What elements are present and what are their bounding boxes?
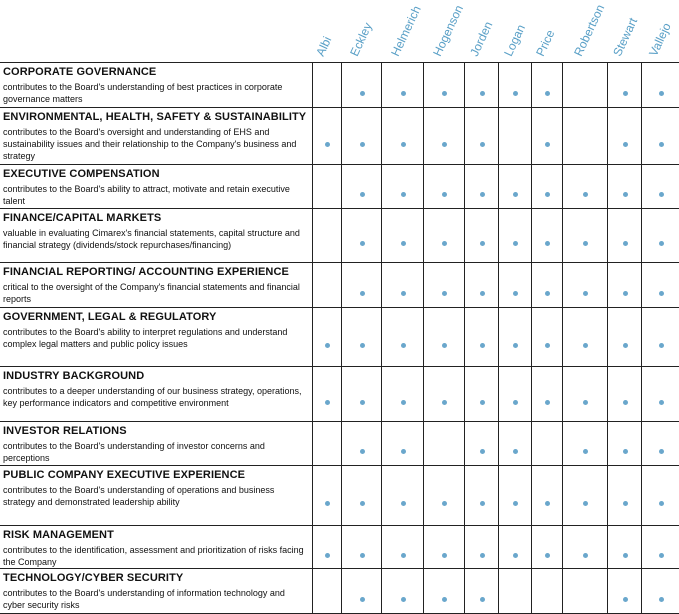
skill-dot-icon — [401, 501, 406, 506]
matrix-cell — [423, 367, 465, 421]
skill-title: PUBLIC COMPANY EXECUTIVE EXPERIENCE — [3, 469, 246, 481]
matrix-cell — [531, 165, 563, 208]
matrix-cell — [607, 263, 642, 307]
skill-dot-icon — [360, 597, 365, 602]
matrix-cell — [498, 569, 532, 613]
matrix-cell — [498, 63, 532, 107]
skill-dot-icon — [442, 142, 447, 147]
skill-dot-icon — [659, 241, 664, 246]
matrix-cell — [381, 263, 424, 307]
skill-title: FINANCE/CAPITAL MARKETS — [3, 212, 162, 224]
skill-description: contributes to the identification, assessment and prioritization of risks facing the Company — [3, 545, 304, 567]
matrix-cell — [312, 165, 342, 208]
matrix-cell — [562, 526, 608, 568]
skill-dot-icon — [401, 241, 406, 246]
skill-dot-icon — [442, 553, 447, 558]
matrix-cell — [341, 108, 382, 164]
matrix-cell — [381, 108, 424, 164]
skill-dot-icon — [442, 241, 447, 246]
matrix-cell — [464, 466, 499, 525]
director-name-price: Price — [532, 27, 557, 59]
matrix-cell — [607, 367, 642, 421]
matrix-cell — [341, 526, 382, 568]
skill-description: contributes to the Board's understanding of best practices in corporate governance matters — [3, 82, 283, 104]
skill-dot-icon — [480, 192, 485, 197]
skill-dot-icon — [325, 400, 330, 405]
skill-label — [3, 66, 308, 105]
skill-dot-icon — [659, 91, 664, 96]
matrix-cell — [607, 63, 642, 107]
matrix-cell — [312, 209, 342, 262]
skill-dot-icon — [480, 597, 485, 602]
skill-dot-icon — [545, 400, 550, 405]
matrix-cell — [381, 367, 424, 421]
matrix-cell — [312, 263, 342, 307]
matrix-cell — [531, 569, 563, 613]
skill-description: valuable in evaluating Cimarex's financial statements, capital structure and financial strategy (dividends/stock repurchases/financing) — [3, 228, 300, 250]
skill-label — [3, 212, 308, 251]
skill-label — [3, 266, 308, 305]
matrix-cell — [341, 209, 382, 262]
skill-dot-icon — [480, 241, 485, 246]
matrix-cell — [341, 367, 382, 421]
skill-dot-icon — [513, 553, 518, 558]
matrix-cell — [562, 108, 608, 164]
matrix-cell — [607, 108, 642, 164]
skill-description: contributes to a deeper understanding of our business strategy, operations, key performance indicators and competitive environment — [3, 386, 302, 408]
matrix-cell — [464, 526, 499, 568]
matrix-cell — [531, 367, 563, 421]
matrix-cell — [464, 308, 499, 366]
skill-row — [0, 262, 679, 307]
matrix-cell — [531, 108, 563, 164]
skill-dot-icon — [545, 192, 550, 197]
matrix-cell — [381, 308, 424, 366]
skill-row — [0, 366, 679, 421]
matrix-cell — [464, 209, 499, 262]
skill-dot-icon — [513, 343, 518, 348]
skill-dot-icon — [545, 241, 550, 246]
skill-dot-icon — [480, 501, 485, 506]
matrix-cell — [381, 569, 424, 613]
skill-dot-icon — [480, 449, 485, 454]
matrix-cell — [641, 108, 679, 164]
matrix-cell — [498, 165, 532, 208]
skill-dot-icon — [659, 291, 664, 296]
matrix-cell — [641, 165, 679, 208]
director-name-logan: Logan — [500, 22, 528, 59]
matrix-cell — [607, 466, 642, 525]
skill-dot-icon — [442, 192, 447, 197]
matrix-cell — [531, 263, 563, 307]
skill-dot-icon — [623, 553, 628, 558]
skill-dot-icon — [360, 400, 365, 405]
matrix-cell — [607, 569, 642, 613]
matrix-cell — [607, 308, 642, 366]
matrix-cell — [562, 466, 608, 525]
matrix-cell — [423, 466, 465, 525]
skill-dot-icon — [623, 192, 628, 197]
skill-description: contributes to the Board's understanding of operations and business strategy and demonstrated leadership ability — [3, 485, 275, 507]
skill-dot-icon — [623, 142, 628, 147]
skill-dot-icon — [401, 192, 406, 197]
matrix-cell — [498, 308, 532, 366]
skill-dot-icon — [442, 343, 447, 348]
matrix-cell — [312, 526, 342, 568]
skill-description: contributes to the Board's ability to attract, motivate and retain executive talent — [3, 184, 290, 206]
skill-title: GOVERNMENT, LEGAL & REGULATORY — [3, 311, 217, 323]
matrix-cell — [381, 63, 424, 107]
matrix-cell — [562, 422, 608, 465]
matrix-cell — [423, 165, 465, 208]
matrix-cell — [381, 526, 424, 568]
skill-dot-icon — [480, 142, 485, 147]
skill-dot-icon — [360, 449, 365, 454]
director-name-robertson: Robertson — [570, 2, 607, 59]
matrix-cell — [381, 165, 424, 208]
director-name-albi: Albi — [312, 34, 334, 59]
matrix-cell — [464, 108, 499, 164]
skill-dot-icon — [442, 91, 447, 96]
matrix-cell — [607, 165, 642, 208]
skill-row — [0, 107, 679, 164]
matrix-cell — [341, 308, 382, 366]
matrix-cell — [381, 422, 424, 465]
skill-title: CORPORATE GOVERNANCE — [3, 66, 157, 78]
skill-dot-icon — [360, 91, 365, 96]
skill-row — [0, 525, 679, 568]
skill-dot-icon — [513, 449, 518, 454]
director-name-hogenson: Hogenson — [429, 2, 466, 59]
skill-dot-icon — [623, 343, 628, 348]
matrix-cell — [531, 422, 563, 465]
director-header — [0, 0, 679, 62]
skill-title: ENVIRONMENTAL, HEALTH, SAFETY & SUSTAINABILITY — [3, 111, 307, 123]
skill-dot-icon — [545, 501, 550, 506]
matrix-cell — [312, 367, 342, 421]
matrix-cell — [423, 63, 465, 107]
skill-dot-icon — [401, 553, 406, 558]
skill-dot-icon — [325, 142, 330, 147]
skill-dot-icon — [623, 597, 628, 602]
matrix-cell — [641, 466, 679, 525]
matrix-cell — [423, 308, 465, 366]
matrix-cell — [341, 466, 382, 525]
skill-dot-icon — [623, 400, 628, 405]
skill-dot-icon — [583, 400, 588, 405]
matrix-cell — [641, 263, 679, 307]
matrix-cell — [464, 367, 499, 421]
matrix-cell — [312, 422, 342, 465]
skill-description: contributes to the Board's ability to interpret regulations and understand complex legal matters and public policy issues — [3, 327, 288, 349]
skill-dot-icon — [442, 400, 447, 405]
director-name-helmerich: Helmerich — [388, 3, 424, 59]
matrix-cell — [498, 263, 532, 307]
skill-dot-icon — [401, 400, 406, 405]
skill-dot-icon — [659, 553, 664, 558]
skill-row — [0, 307, 679, 366]
matrix-cell — [498, 526, 532, 568]
skill-dot-icon — [401, 449, 406, 454]
skill-dot-icon — [545, 553, 550, 558]
skill-dot-icon — [545, 91, 550, 96]
matrix-cell — [641, 569, 679, 613]
skill-dot-icon — [513, 501, 518, 506]
skill-dot-icon — [442, 501, 447, 506]
matrix-cell — [312, 308, 342, 366]
skill-dot-icon — [360, 553, 365, 558]
matrix-cell — [562, 165, 608, 208]
matrix-cell — [464, 63, 499, 107]
skill-title: RISK MANAGEMENT — [3, 529, 114, 541]
skill-description: contributes to the Board's oversight and understanding of EHS and sustainability issues and their relationship to the Company's business and strategy — [3, 127, 297, 161]
matrix-cell — [641, 367, 679, 421]
director-name-jorden: Jorden — [467, 19, 496, 59]
matrix-cell — [498, 466, 532, 525]
matrix-cell — [312, 466, 342, 525]
skill-dot-icon — [401, 291, 406, 296]
skill-dot-icon — [583, 449, 588, 454]
skill-description: contributes to the Board's understanding of information technology and cyber security risks — [3, 588, 285, 610]
skill-title: FINANCIAL REPORTING/ ACCOUNTING EXPERIENCE — [3, 266, 289, 278]
skill-dot-icon — [360, 142, 365, 147]
skill-row — [0, 62, 679, 107]
matrix-cell — [607, 209, 642, 262]
director-name-vallejo: Vallejo — [646, 20, 674, 59]
skill-dot-icon — [583, 241, 588, 246]
matrix-cell — [423, 108, 465, 164]
skill-row — [0, 465, 679, 525]
skill-dot-icon — [360, 343, 365, 348]
skill-title: TECHNOLOGY/CYBER SECURITY — [3, 572, 184, 584]
skill-dot-icon — [659, 192, 664, 197]
skill-label — [3, 529, 308, 568]
matrix-cell — [341, 569, 382, 613]
skill-dot-icon — [442, 597, 447, 602]
matrix-cell — [562, 63, 608, 107]
skill-dot-icon — [583, 343, 588, 348]
matrix-cell — [312, 108, 342, 164]
skill-dot-icon — [513, 241, 518, 246]
matrix-cell — [641, 526, 679, 568]
matrix-cell — [381, 466, 424, 525]
skill-dot-icon — [401, 597, 406, 602]
matrix-cell — [341, 165, 382, 208]
skill-label — [3, 311, 308, 350]
skill-dot-icon — [659, 142, 664, 147]
skill-dot-icon — [623, 449, 628, 454]
skill-title: INVESTOR RELATIONS — [3, 425, 127, 437]
skill-dot-icon — [480, 291, 485, 296]
matrix-cell — [312, 569, 342, 613]
matrix-cell — [562, 308, 608, 366]
matrix-cell — [641, 308, 679, 366]
skill-dot-icon — [480, 343, 485, 348]
skill-dot-icon — [513, 192, 518, 197]
skill-dot-icon — [513, 91, 518, 96]
skill-dot-icon — [623, 291, 628, 296]
matrix-cell — [607, 422, 642, 465]
matrix-cell — [531, 63, 563, 107]
matrix-cell — [498, 422, 532, 465]
matrix-cell — [341, 422, 382, 465]
matrix-cell — [498, 209, 532, 262]
matrix-cell — [531, 308, 563, 366]
matrix-cell — [498, 367, 532, 421]
matrix-cell — [312, 63, 342, 107]
skill-dot-icon — [659, 597, 664, 602]
skill-dot-icon — [360, 501, 365, 506]
matrix-cell — [423, 422, 465, 465]
matrix-cell — [562, 569, 608, 613]
skill-dot-icon — [545, 142, 550, 147]
skill-label — [3, 469, 308, 508]
matrix-cell — [531, 466, 563, 525]
matrix-cell — [531, 526, 563, 568]
matrix-cell — [423, 263, 465, 307]
skill-dot-icon — [401, 343, 406, 348]
matrix-cell — [341, 263, 382, 307]
skill-dot-icon — [401, 91, 406, 96]
matrix-cell — [341, 63, 382, 107]
matrix-cell — [423, 209, 465, 262]
skill-dot-icon — [623, 91, 628, 96]
skill-row — [0, 208, 679, 262]
matrix-cell — [423, 569, 465, 613]
skill-description: critical to the oversight of the Company's financial statements and financial reports — [3, 282, 300, 304]
skill-dot-icon — [480, 400, 485, 405]
skill-label — [3, 111, 308, 162]
matrix-cell — [464, 422, 499, 465]
matrix-cell — [641, 63, 679, 107]
skill-dot-icon — [325, 553, 330, 558]
skill-dot-icon — [360, 241, 365, 246]
skill-dot-icon — [401, 142, 406, 147]
skill-dot-icon — [480, 91, 485, 96]
skill-dot-icon — [583, 553, 588, 558]
skill-dot-icon — [545, 343, 550, 348]
skill-dot-icon — [545, 291, 550, 296]
matrix-cell — [464, 569, 499, 613]
skill-dot-icon — [480, 553, 485, 558]
skill-label — [3, 168, 308, 207]
skill-dot-icon — [583, 192, 588, 197]
matrix-cell — [531, 209, 563, 262]
skill-row — [0, 164, 679, 208]
director-name-eckley: Eckley — [347, 20, 375, 59]
matrix-cell — [464, 263, 499, 307]
matrix-cell — [381, 209, 424, 262]
skill-dot-icon — [513, 400, 518, 405]
skill-label — [3, 572, 308, 611]
skill-dot-icon — [583, 291, 588, 296]
matrix-cell — [562, 263, 608, 307]
skill-dot-icon — [442, 291, 447, 296]
matrix-cell — [464, 165, 499, 208]
matrix-cell — [562, 367, 608, 421]
matrix-cell — [498, 108, 532, 164]
matrix-cell — [641, 209, 679, 262]
skill-dot-icon — [623, 241, 628, 246]
skill-dot-icon — [659, 501, 664, 506]
skill-description: contributes to the Board's understanding of investor concerns and perceptions — [3, 441, 265, 463]
skill-dot-icon — [659, 400, 664, 405]
matrix-cell — [562, 209, 608, 262]
skill-dot-icon — [583, 501, 588, 506]
skill-title: EXECUTIVE COMPENSATION — [3, 168, 160, 180]
matrix-cell — [607, 526, 642, 568]
skill-dot-icon — [360, 291, 365, 296]
matrix-cell — [641, 422, 679, 465]
skill-title: INDUSTRY BACKGROUND — [3, 370, 145, 382]
skill-row — [0, 421, 679, 465]
skill-label — [3, 370, 308, 409]
matrix-cell — [423, 526, 465, 568]
skill-label — [3, 425, 308, 464]
skill-dot-icon — [513, 291, 518, 296]
skill-dot-icon — [623, 501, 628, 506]
skill-dot-icon — [659, 343, 664, 348]
director-name-stewart: Stewart — [610, 15, 641, 59]
skill-dot-icon — [659, 449, 664, 454]
skill-dot-icon — [325, 501, 330, 506]
skill-dot-icon — [325, 343, 330, 348]
skill-row — [0, 568, 679, 614]
skill-dot-icon — [360, 192, 365, 197]
